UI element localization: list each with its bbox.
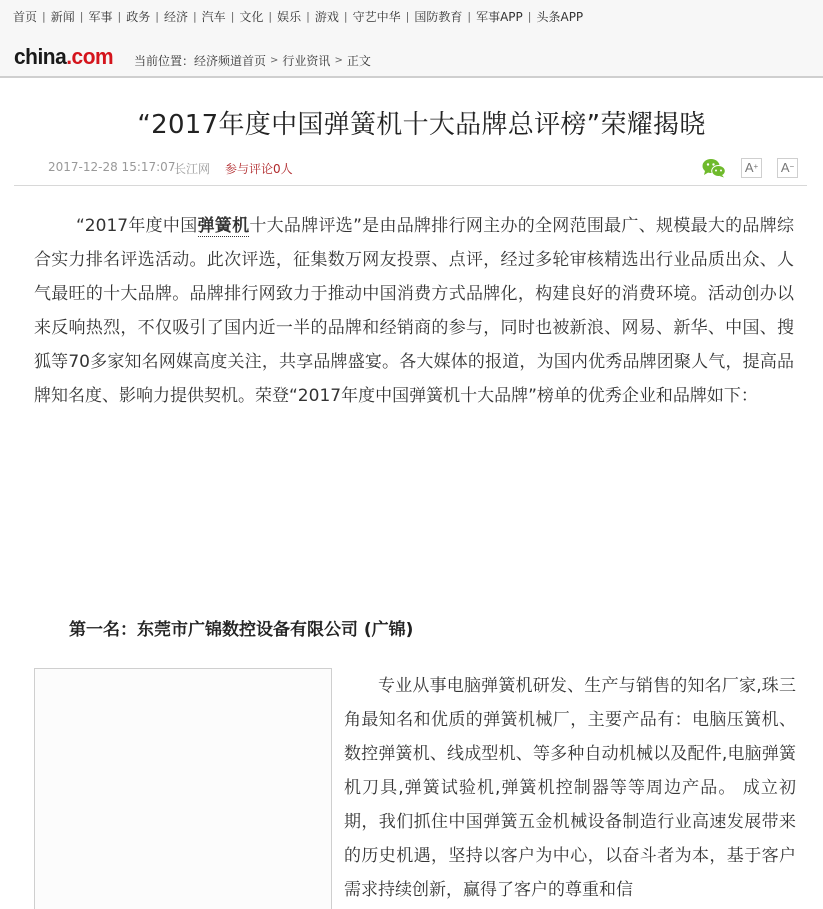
nav-link-government[interactable]: 政务 (126, 9, 151, 24)
nav-separator: | (268, 9, 273, 23)
article-source[interactable]: 长江网 (174, 162, 211, 176)
breadcrumb-economy-home[interactable]: 经济频道首页 (194, 54, 267, 68)
site-logo[interactable] (14, 44, 113, 70)
intro-paragraph (34, 209, 794, 413)
company-image-placeholder (34, 668, 332, 909)
nav-link-defense-education[interactable]: 国防教育 (414, 9, 463, 24)
nav-separator: | (192, 9, 197, 23)
rank-1-description: 专业从事电脑弹簧机研发、生产与销售的知名厂家,珠三角最知名和优质的弹簧机械厂，主要产品有：电脑压簧机、数控弹簧机、线成型机、等多种自动机械以及配件,电脑弹簧机刀具,弹簧试验机,弹簧机控制器等等周边产品。 成立初期，我们抓住中国弹簧五金机械设备制造行业高速发展带来的历史机遇，坚持以客户为中心，以奋斗者为本，基于客户需求持续创新，赢得了客户的尊重和信 (344, 676, 796, 900)
nav-link-headlines-app[interactable]: 头条APP (536, 9, 584, 24)
breadcrumb-prefix: 当前位置： (134, 54, 195, 68)
nav-link-home[interactable]: 首页 (13, 9, 38, 24)
nav-link-military-app[interactable]: 军事APP (476, 9, 523, 24)
comments-link[interactable]: 参与评论0人 (225, 162, 293, 176)
nav-link-auto[interactable]: 汽车 (201, 9, 226, 24)
breadcrumb-arrow: > (334, 55, 343, 66)
font-decrease-button[interactable] (777, 158, 798, 178)
intro-text-start: “2017年度中国 (76, 216, 198, 236)
nav-separator: | (527, 9, 532, 23)
nav-separator: | (42, 9, 46, 23)
nav-link-culture[interactable]: 文化 (239, 9, 264, 24)
minus-icon: − (789, 162, 795, 171)
nav-link-craft-china[interactable]: 守艺中华 (352, 9, 401, 24)
nav-separator: | (79, 9, 84, 23)
breadcrumb-industry-news[interactable]: 行业资讯 (282, 54, 331, 68)
breadcrumb-current: 正文 (346, 54, 371, 68)
wechat-icon[interactable] (702, 158, 726, 178)
breadcrumb (134, 52, 371, 69)
logo-text-com: .com (66, 44, 114, 69)
nav-separator: | (343, 9, 348, 23)
keyword-link[interactable]: 弹簧机 (197, 216, 250, 236)
nav-separator: | (467, 9, 472, 23)
rank-1-heading: 第一名：东莞市广锦数控设备有限公司 (广锦) (69, 620, 414, 640)
nav-link-economy[interactable]: 经济 (163, 9, 188, 24)
font-increase-label: A (744, 160, 754, 175)
nav-separator: | (155, 9, 159, 23)
nav-link-games[interactable]: 游戏 (314, 9, 339, 24)
breadcrumb-arrow: > (270, 55, 279, 66)
nav-link-military[interactable]: 军事 (88, 9, 113, 24)
logo-text-china: china (14, 44, 67, 69)
article-title: “2017年度中国弹簧机十大品牌总评榜”荣耀揭晓 (137, 110, 706, 140)
nav-separator: | (230, 9, 235, 23)
publish-date: 2017-12-28 15:17:07 (48, 160, 176, 174)
article-meta (14, 150, 807, 186)
nav-link-news[interactable]: 新闻 (50, 9, 75, 24)
nav-separator: | (306, 9, 310, 23)
top-navigation (13, 8, 583, 24)
font-increase-button[interactable] (741, 158, 762, 178)
font-decrease-label: A (780, 160, 790, 175)
nav-separator: | (405, 9, 410, 23)
nav-separator: | (117, 9, 122, 23)
nav-link-entertainment[interactable]: 娱乐 (277, 9, 302, 24)
intro-text-rest: 十大品牌评选”是由品牌排行网主办的全网范围最广、规模最大的品牌综合实力排名评选活动。此次评选，征集数万网友投票、点评，经过多轮审核精选出行业品质出众、人气最旺的十大品牌。品牌排行网致力于推动中国消费方式品牌化，构建良好的消费环境。活动创办以来反响热烈，不仅吸引了国内近一半的品牌和经销商的参与，同时也被新浪、网易、新华、中国、搜狐等70多家知名网媒高度关注，共享品牌盛宴。各大媒体的报道，为国内优秀品牌团聚人气，提高品牌知名度、影响力提供契机。荣登“2017年度中国弹簧机十大品牌”榜单的优秀企业和品牌如下： (34, 216, 794, 406)
plus-icon: + (753, 162, 759, 171)
